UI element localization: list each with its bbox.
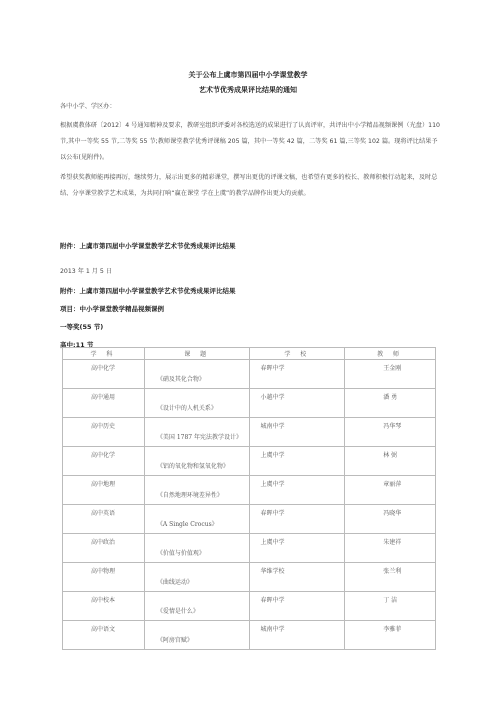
cell-teacher: 张兰利 — [383, 568, 402, 575]
paragraph-1: 根据虞教体研〔2012〕4 号通知精神及要求，教研室组织评委对各校选送的成果进行了认真评审，共评出中小学精品视频课例（光盘）110 节,其中一等奖 55 节,二等奖 55 节;教师课堂教学优秀评课稿 205 篇，其中一等奖 42 篇，二等奖 61 篇,三等奖 102 篇。现将评比结果予以公布(见附件)。 — [60, 122, 440, 161]
cell-school: 上虞中学 — [260, 452, 285, 459]
cell-teacher: 李雅菲 — [383, 626, 402, 633]
cell-teacher: 朱建祥 — [383, 539, 402, 546]
results-table — [62, 347, 436, 650]
paragraph-2: 希望获奖教师能再接再厉，继续努力，展示出更多的精彩课堂，撰写出更优的评课文稿，也希望有更多的校长、教师积极行动起来，及时总结、分享课堂教学艺术成果，为共同打响“赢在课堂 学在上虞”的教学品牌作出更大的贡献。 — [60, 174, 438, 197]
attachment-line: 附件：上虞市第四届中小学课堂教学艺术节优秀成果评比结果 — [60, 242, 236, 250]
cell-subject: 高中英语 — [91, 510, 116, 517]
cell-teacher: 王金刚 — [383, 365, 402, 372]
cell-subject: 高中语文 — [91, 626, 116, 633]
cell-teacher: 丁 洁 — [383, 597, 398, 604]
cell-teacher: 林 弼 — [383, 452, 398, 459]
cell-subject: 高中通用 — [91, 394, 116, 401]
attachment-title: 附件：上虞市第四届中小学课堂教学艺术节优秀成果评比结果 — [60, 287, 236, 295]
table-row — [63, 534, 436, 563]
cell-teacher: 冯晓华 — [383, 510, 402, 517]
doc-title-line2: 艺术节优秀成果评比结果的通知 — [199, 86, 297, 94]
table-row — [63, 505, 436, 534]
table-header-row — [63, 348, 436, 360]
cell-subject: 高中物理 — [91, 568, 116, 575]
table-row — [63, 447, 436, 476]
header-topic: 课 题 — [144, 348, 250, 360]
cell-teacher: 潘 勇 — [383, 394, 398, 401]
cell-topic: 《阿房宫赋》 — [156, 637, 193, 644]
table-row — [63, 360, 436, 389]
cell-school: 上虞中学 — [260, 539, 285, 546]
cell-subject: 高中地理 — [91, 481, 116, 488]
cell-topic: 《自然地理环境差异性》 — [156, 492, 223, 499]
cell-topic: 《硝及其化合物》 — [156, 376, 205, 383]
table-row — [63, 563, 436, 592]
cell-school: 华维学校 — [260, 568, 285, 575]
greeting: 各中小学、学区办： — [60, 103, 116, 110]
cell-topic: 《铝的氧化物和氢氧化物》 — [156, 463, 229, 470]
table-row — [63, 389, 436, 418]
header-teacher: 教 师 — [345, 348, 436, 360]
cell-subject: 高中政治 — [91, 539, 116, 546]
cell-school: 春晖中学 — [260, 510, 285, 517]
cell-teacher: 冯华琴 — [383, 423, 402, 430]
header-school: 学 校 — [250, 348, 345, 360]
cell-school: 春晖中学 — [260, 365, 285, 372]
cell-topic: 《设计中的人机关系》 — [156, 405, 217, 412]
header-subject: 学 科 — [63, 348, 145, 360]
cell-subject: 高中化学 — [91, 365, 116, 372]
cell-school: 上虞中学 — [260, 481, 285, 488]
cell-subject: 高中校本 — [91, 597, 116, 604]
award-level: 一等奖(55 节) — [60, 323, 104, 331]
cell-topic: 《A Single Crocus》 — [156, 521, 218, 528]
cell-school: 城南中学 — [260, 423, 285, 430]
cell-subject: 高中历史 — [91, 423, 116, 430]
table-row — [63, 476, 436, 505]
cell-topic: 《美国 1787 年宪法教学设计》 — [156, 434, 243, 441]
table-row — [63, 621, 436, 650]
cell-school: 城南中学 — [260, 626, 285, 633]
cell-topic: 《曲线运动》 — [156, 579, 193, 586]
cell-topic: 《爱情是什么》 — [156, 608, 199, 615]
cell-teacher: 章丽萍 — [383, 481, 402, 488]
cell-topic: 《价值与价值观》 — [156, 550, 205, 557]
table-row — [63, 418, 436, 447]
cell-school: 小越中学 — [260, 394, 285, 401]
section-title: 高中:11 节 — [60, 341, 94, 349]
date: 2013 年 1 月 5 日 — [60, 268, 113, 275]
doc-title-line1: 关于公布上虞市第四届中小学课堂教学 — [188, 71, 308, 79]
cell-subject: 高中化学 — [91, 452, 116, 459]
cell-school: 春晖中学 — [260, 597, 285, 604]
project-title: 项目：中小学课堂教学精品视频课例 — [60, 305, 164, 313]
table-row — [63, 592, 436, 621]
